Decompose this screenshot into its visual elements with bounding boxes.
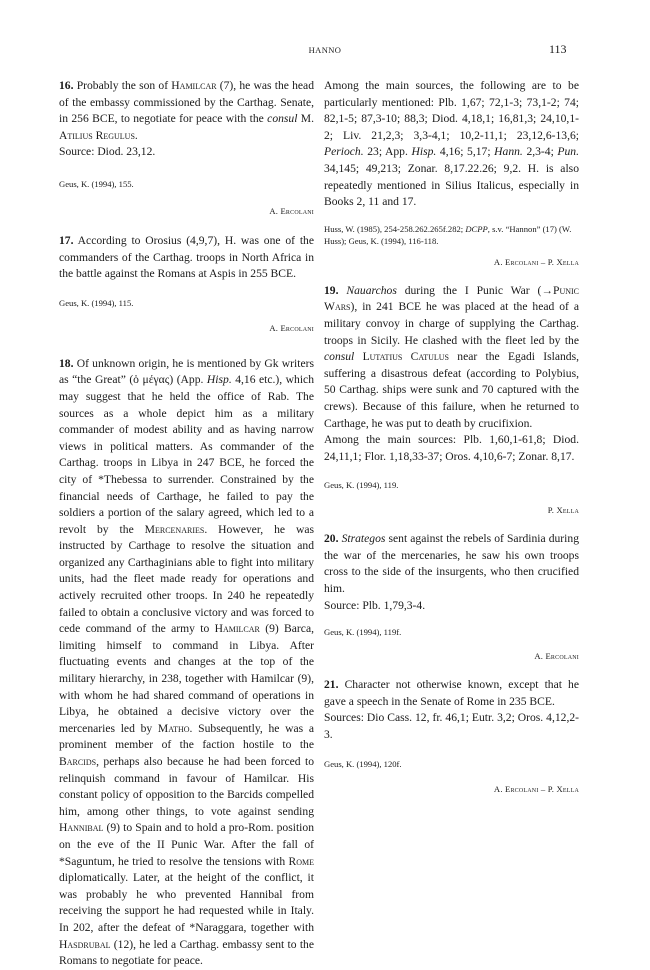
running-title: HANNO bbox=[308, 45, 342, 55]
entry-20-author: A. Ercolani bbox=[534, 651, 579, 662]
entry-18-author: A. Ercolani – P. Xella bbox=[493, 256, 579, 267]
entry-number: 18. bbox=[59, 356, 74, 370]
right-column bbox=[324, 78, 579, 794]
running-head bbox=[0, 42, 650, 58]
entry-19-author: P. Xella bbox=[547, 505, 579, 516]
entry-16 bbox=[59, 78, 314, 216]
cross-reference: Hamilcar bbox=[171, 79, 217, 92]
entry-19-text: 19. Nauarchos during the I Punic War (→Punic Wars), in 241 BCE he was placed at the head of a military convoy in charge of supplying the Carthag. troops in Sicily. He clashed with the fleet led by the consul Lutatius Catulus near the Egadi Islands, suffering a disastrous defeat (according to Polybius, 50 Carthag. ships were sunk and 70 captured with the crews). Because of this failure, when he returned to Carthage, he was put to death by crucifixion. bbox=[324, 283, 580, 430]
entry-18 bbox=[59, 356, 314, 970]
entry-17-text: 17. According to Orosius (4,9,7), H. was one of the commanders of the Carthag. troops in North Africa in the battle against the Romans at Aspis in 255 BCE. bbox=[59, 233, 314, 281]
cross-reference: Hamilcar bbox=[214, 622, 260, 636]
cross-reference: Lutatius Catulus bbox=[362, 350, 450, 364]
entry-21-text: 21. Character not otherwise known, except that he gave a speech in the Senate of Rome in 235 BCE. bbox=[324, 678, 579, 708]
entry-21-sources: Sources: Dio Cass. 12, fr. 46,1; Eutr. 3,2; Oros. 4,12,2-3. bbox=[324, 711, 579, 742]
left-column bbox=[59, 78, 314, 970]
page-number: 113 bbox=[549, 42, 567, 56]
entry-18-text: 18. Of unknown origin, he is mentioned by Gk writers as “the Great” (ὁ μέγας) (App. Hisp. 4,16 etc.), which may suggest that he held the office of Rab. The sources as a whole depict him as a military commander of modest ability and as having narrow views in political matters. As commander of the Carthag. troops in Libya in 247 BCE, he forced the city of *Thebessa to surrender. Constrained by the financial needs of Carthage, he failed to pay the soldiers a portion of the salary agreed, which led to a revolt by the Mercenaries. However, he was instructed by Carthage to resolve the situation and organized any Carthaginians able to fight into military units, had the fleet made ready for operations and actively recruited other troops. In 240 he repeatedly failed to obtain a conclusive victory and was forced to cede command of the army to Hamilcar (9) Barca, limiting himself to command in Libya. After fluctuating events and changes at the top of the military hierarchy, in 238, together with Hamilcar (9), with whom he had shared command of operations in Libya, he obtained a decisive victory over the mercenaries led by Matho. Subsequently, he was a prominent member of the faction hostile to the Barcids, perhaps also because he had been forced to relinquish command in favour of Hamilcar. His constant policy of opposition to the Barcids compelled him, among other things, to vote against sending Hannibal (9) to Spain and to hold a pro-Rom. position on the eve of the II Punic War. After the fall of *Saguntum, he tried to resolve the tensions with Rome diplomatically. Later, at the height of the conflict, it was probably he who prevented Hannibal from receiving the support he had requested while in Italy. In 202, after the defeat of *Naraggara, together with Hasdrubal (12), he led a Carthag. embassy sent to the Romans to negotiate for peace. bbox=[59, 356, 315, 968]
cross-reference: Hasdrubal bbox=[59, 937, 111, 951]
entry-number: 17. bbox=[59, 233, 74, 247]
entry-16-bibliography: Geus, K. (1994), 155. bbox=[59, 178, 134, 189]
entry-17 bbox=[59, 233, 314, 333]
entry-20 bbox=[324, 531, 579, 661]
entry-17-bibliography: Geus, K. (1994), 115. bbox=[59, 297, 134, 308]
entry-16-source: Source: Diod. 23,12. bbox=[59, 145, 156, 159]
cross-reference: Rome bbox=[288, 854, 314, 868]
entry-16-text: 16. Probably the son of Hamilcar (7), he was the head of the embassy commissioned by the Carthag. Senate, in 256 BCE, to negotiate for peace with the consul M. Atilius Regulus. bbox=[59, 79, 315, 142]
entry-19 bbox=[324, 283, 579, 516]
entry-21-author: A. Ercolani – P. Xella bbox=[493, 783, 579, 794]
entry-18-sources: Among the main sources, the following are to be particularly mentioned: Plb. 1,67; 72,1-3; 73,1-2; 74; 82,1-5; 87,3-10; 88,3; Diod. 4,18,1; 16,81,3; 24,10,1-2; Liv. 21,2,3; 3,3-4,1; 10,2-11,1; 23,12,6-13,6; Perioch. 23; App. Hisp. 4,16; 5,17; Hann. 2,3-4; Pun. 34,145; 49,213; Zonar. 8,17.22.26; 9,2. H. is also repeatedly mentioned in Silius Italicus, especially in Books 2, 11 and 17. bbox=[324, 79, 579, 209]
entry-21-bibliography: Geus, K. (1994), 120f. bbox=[324, 758, 402, 769]
entry-number: 20. bbox=[324, 532, 339, 546]
entry-number: 19. bbox=[324, 283, 339, 297]
entry-20-bibliography: Geus, K. (1994), 119f. bbox=[324, 627, 402, 638]
cross-reference: Hannibal bbox=[59, 821, 104, 835]
entry-20-source: Source: Plb. 1,79,3-4. bbox=[324, 598, 426, 612]
entry-19-sources: Among the main sources: Plb. 1,60,1-61,8; Diod. 24,11,1; Flor. 1,18,33-37; Oros. 4,10,6-7; Zonar. 8,17. bbox=[324, 433, 579, 463]
entry-number: 21. bbox=[324, 678, 339, 692]
entry-21 bbox=[324, 677, 579, 793]
cross-reference: Barcids bbox=[59, 755, 97, 768]
entry-19-bibliography: Geus, K. (1994), 119. bbox=[324, 480, 399, 491]
cross-reference: Atilius Regulus bbox=[59, 128, 135, 142]
entry-17-author: A. Ercolani bbox=[269, 322, 314, 333]
cross-reference: Matho bbox=[157, 721, 190, 735]
cross-reference: Mercenaries bbox=[144, 522, 205, 536]
entry-18-bibliography: Huss, W. (1985), 254-258.262.265f.282; DCPP, s.v. “Hannon” (17) (W. Huss); Geus, K. (1994), 116-118. bbox=[324, 223, 572, 246]
entry-number: 16. bbox=[59, 79, 74, 92]
entry-16-author: A. Ercolani bbox=[269, 205, 314, 216]
cross-reference: Punic Wars bbox=[324, 283, 580, 314]
entry-20-text: 20. Strategos sent against the rebels of Sardinia during the war of the mercenaries, he saw his own troops cross to the side of the insurgents, who then crucified him. bbox=[324, 532, 579, 596]
